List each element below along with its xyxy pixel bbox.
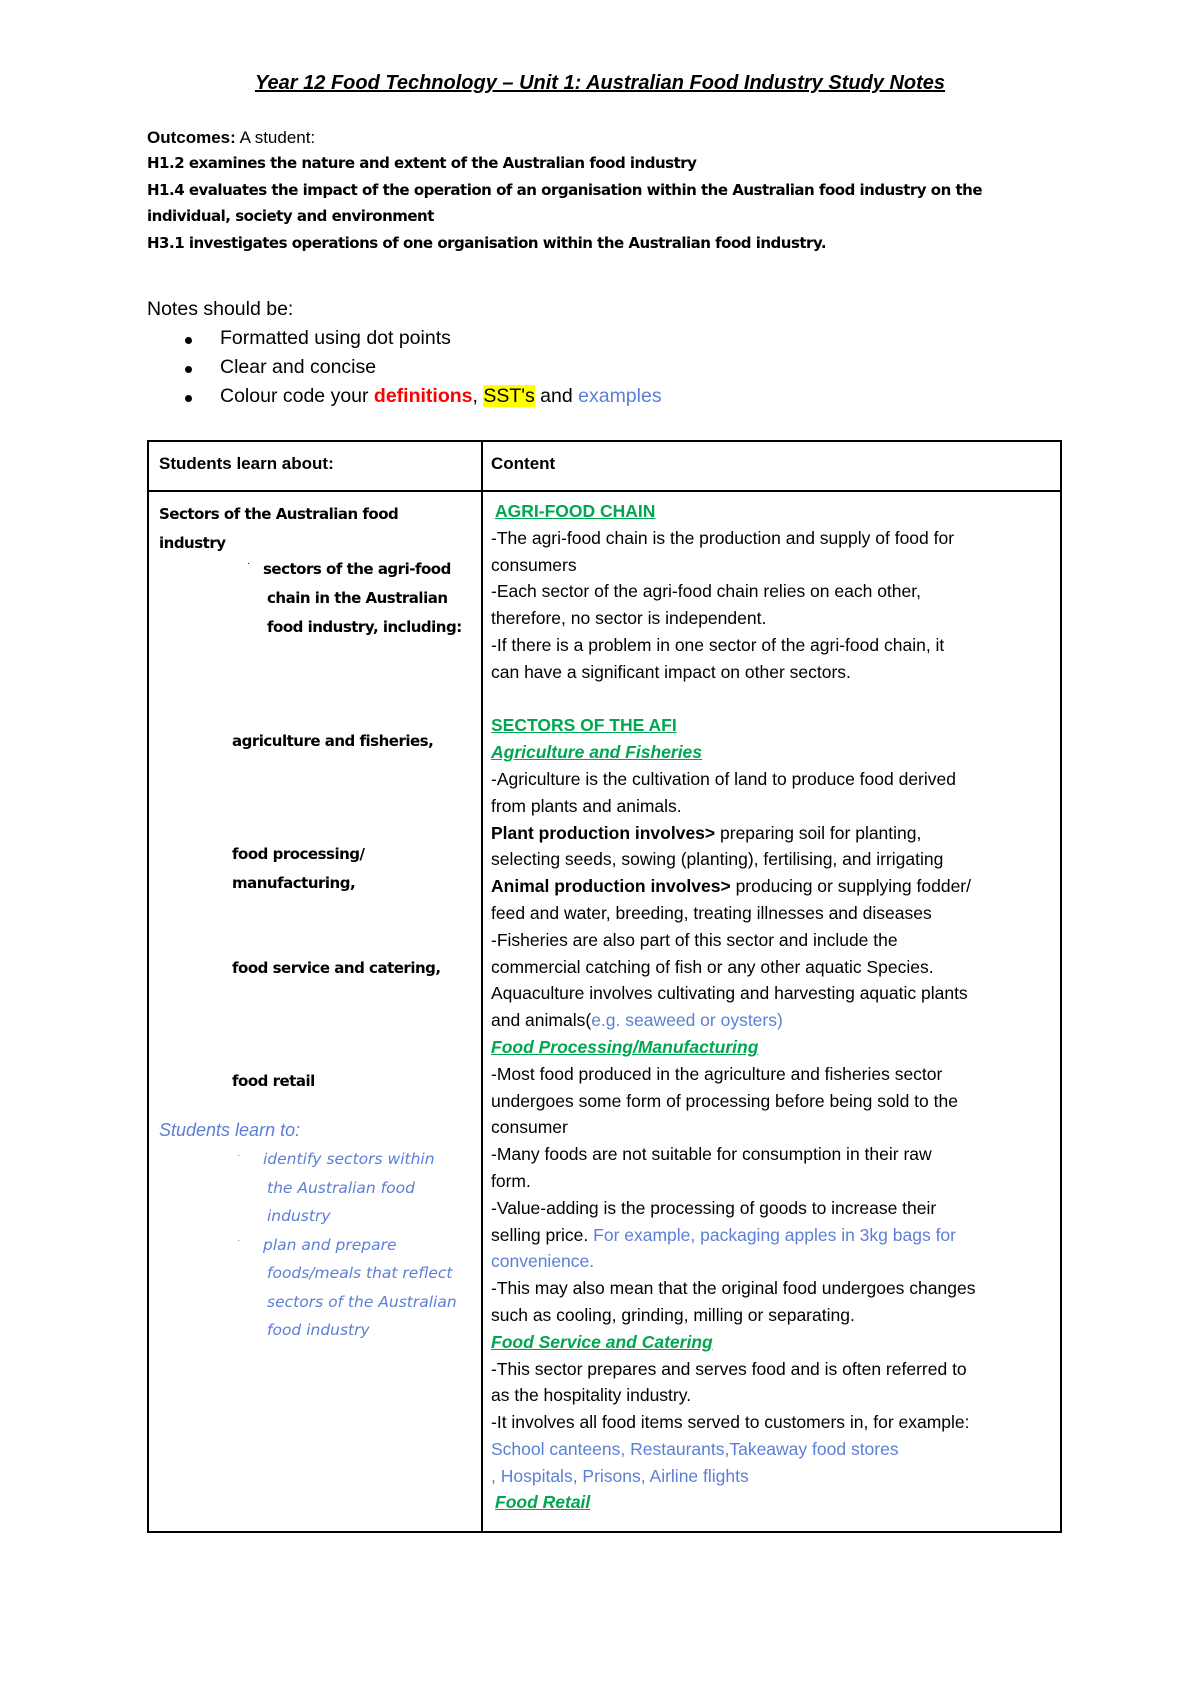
notes-list xyxy=(147,324,662,411)
sectors-afi-heading: SECTORS OF THE AFI xyxy=(491,715,677,736)
notes-bullet: Clear and concise xyxy=(220,353,662,382)
outcomes-intro-text: A student: xyxy=(235,128,316,147)
learn-item-line: the Australian food xyxy=(267,1179,415,1197)
content-line: -This may also mean that the original food undergoes changes xyxy=(491,1278,976,1299)
retail-item: food retail xyxy=(232,1072,315,1090)
content-line: -Agriculture is the cultivation of land to produce food derived xyxy=(491,768,956,789)
agriculture-item: agriculture and fisheries, xyxy=(232,732,434,750)
content-line: feed and water, breeding, treating illnesses and diseases xyxy=(491,902,932,923)
content-line: consumer xyxy=(491,1117,568,1138)
bullet-dot: · xyxy=(237,1235,241,1246)
service-item: food service and catering, xyxy=(232,959,441,977)
content-line: such as cooling, grinding, milling or separating. xyxy=(491,1304,855,1325)
notes-section xyxy=(147,295,662,411)
notes-bullet: Formatted using dot points xyxy=(220,324,662,353)
sectors-heading-cont: industry xyxy=(159,534,226,552)
processing-item-cont: manufacturing, xyxy=(232,874,356,892)
examples-label: examples xyxy=(578,385,662,407)
column-divider xyxy=(481,442,483,1531)
content-line: -Many foods are not suitable for consumption in their raw xyxy=(491,1144,932,1165)
content-line: -The agri-food chain is the production and supply of food for xyxy=(491,527,955,548)
content-line xyxy=(491,820,1056,847)
notes-heading: Notes should be: xyxy=(147,298,294,320)
content-line xyxy=(491,873,1056,900)
processing-item: food processing/ xyxy=(232,845,365,863)
content-line: commercial catching of fish or any other aquatic Species. xyxy=(491,956,934,977)
learn-to-heading: Students learn to: xyxy=(159,1120,301,1140)
plant-production-label: Plant production involves> xyxy=(491,822,716,843)
content-line: -If there is a problem in one sector of the agri-food chain, it xyxy=(491,634,945,655)
value-adding-example-cont: convenience. xyxy=(491,1251,595,1272)
food-service-heading: Food Service and Catering xyxy=(491,1331,713,1352)
outcome-item: H1.4 evaluates the impact of the operation of an organisation within the Australian food industry on the xyxy=(147,180,982,199)
right-column xyxy=(491,498,1056,1516)
header-divider xyxy=(149,490,1060,492)
value-adding-text: selling price. xyxy=(491,1224,594,1245)
content-line xyxy=(491,1222,1056,1249)
aquaculture-example: e.g. seaweed or oysters) xyxy=(591,1010,783,1031)
content-line: -Fisheries are also part of this sector and include the xyxy=(491,929,898,950)
definitions-label: definitions xyxy=(373,385,473,407)
header-content: Content xyxy=(491,454,556,473)
sub-item-line: chain in the Australian xyxy=(267,589,448,607)
content-line: -This sector prepares and serves food and is often referred to xyxy=(491,1358,967,1379)
content-line: -Each sector of the agri-food chain relies on each other, xyxy=(491,581,921,602)
content-line: Aquaculture involves cultivating and harvesting aquatic plants xyxy=(491,983,968,1004)
colour-comma: , xyxy=(472,385,484,407)
content-line: therefore, no sector is independent. xyxy=(491,608,767,629)
outcome-item: H1.2 examines the nature and extent of the Australian food industry xyxy=(147,154,697,172)
content-line: -Most food produced in the agriculture and fisheries sector xyxy=(491,1063,943,1084)
learn-item-line: identify sectors within xyxy=(263,1150,435,1168)
bullet-dot: · xyxy=(247,558,251,569)
outcomes-intro xyxy=(147,126,1047,150)
food-service-examples: School canteens, Restaurants,Takeaway food stores xyxy=(491,1438,899,1459)
food-processing-heading: Food Processing/Manufacturing xyxy=(491,1036,759,1057)
notes-bullet-colour-code xyxy=(220,382,662,411)
content-line xyxy=(491,1007,1056,1034)
learn-item-line: industry xyxy=(267,1207,331,1225)
content-line: form. xyxy=(491,1170,531,1191)
study-table xyxy=(147,440,1062,1533)
learn-item-line: plan and prepare xyxy=(263,1236,397,1254)
content-line: undergoes some form of processing before being sold to the xyxy=(491,1090,958,1111)
content-line: selecting seeds, sowing (planting), fertilising, and irrigating xyxy=(491,849,944,870)
content-line: -It involves all food items served to customers in, for example: xyxy=(491,1412,970,1433)
food-retail-heading: Food Retail xyxy=(495,1492,591,1513)
content-line: from plants and animals. xyxy=(491,795,682,816)
outcomes-section xyxy=(147,126,1047,256)
learn-item-line: sectors of the Australian xyxy=(267,1293,457,1311)
aquaculture-text: and animals( xyxy=(491,1010,592,1031)
outcome-item: H3.1 investigates operations of one organisation within the Australian food industry. xyxy=(147,233,827,252)
content-line: consumers xyxy=(491,554,577,575)
animal-production-text: producing or supplying fodder/ xyxy=(730,876,971,897)
outcomes-label: Outcomes: xyxy=(147,128,236,147)
agri-food-chain-heading: AGRI-FOOD CHAIN xyxy=(495,501,656,521)
ssts-label: SST's xyxy=(483,385,535,407)
content-line: can have a significant impact on other sectors. xyxy=(491,661,851,682)
outcome-item: individual, society and environment xyxy=(147,207,434,225)
content-line: -Value-adding is the processing of goods to increase their xyxy=(491,1197,937,1218)
food-service-examples-cont: , Hospitals, Prisons, Airline flights xyxy=(491,1465,749,1486)
header-students-learn-about: Students learn about: xyxy=(159,454,334,473)
bullet-dot: · xyxy=(237,1150,241,1161)
sub-item-line: sectors of the agri-food xyxy=(263,560,451,578)
plant-production-text: preparing soil for planting, xyxy=(715,822,922,843)
sub-item-line: food industry, including: xyxy=(267,618,462,636)
agriculture-fisheries-heading: Agriculture and Fisheries xyxy=(491,742,703,763)
page-title: Year 12 Food Technology – Unit 1: Australian Food Industry Study Notes xyxy=(254,72,946,94)
colour-prefix: Colour code your xyxy=(220,385,374,407)
content-line: as the hospitality industry. xyxy=(491,1385,692,1406)
sectors-heading: Sectors of the Australian food xyxy=(159,505,399,523)
learn-item-line: foods/meals that reflect xyxy=(267,1264,453,1282)
animal-production-label: Animal production involves> xyxy=(491,876,731,897)
value-adding-example: For example, packaging apples in 3kg bags for xyxy=(593,1224,956,1245)
colour-and: and xyxy=(534,385,579,407)
learn-item-line: food industry xyxy=(267,1321,370,1339)
